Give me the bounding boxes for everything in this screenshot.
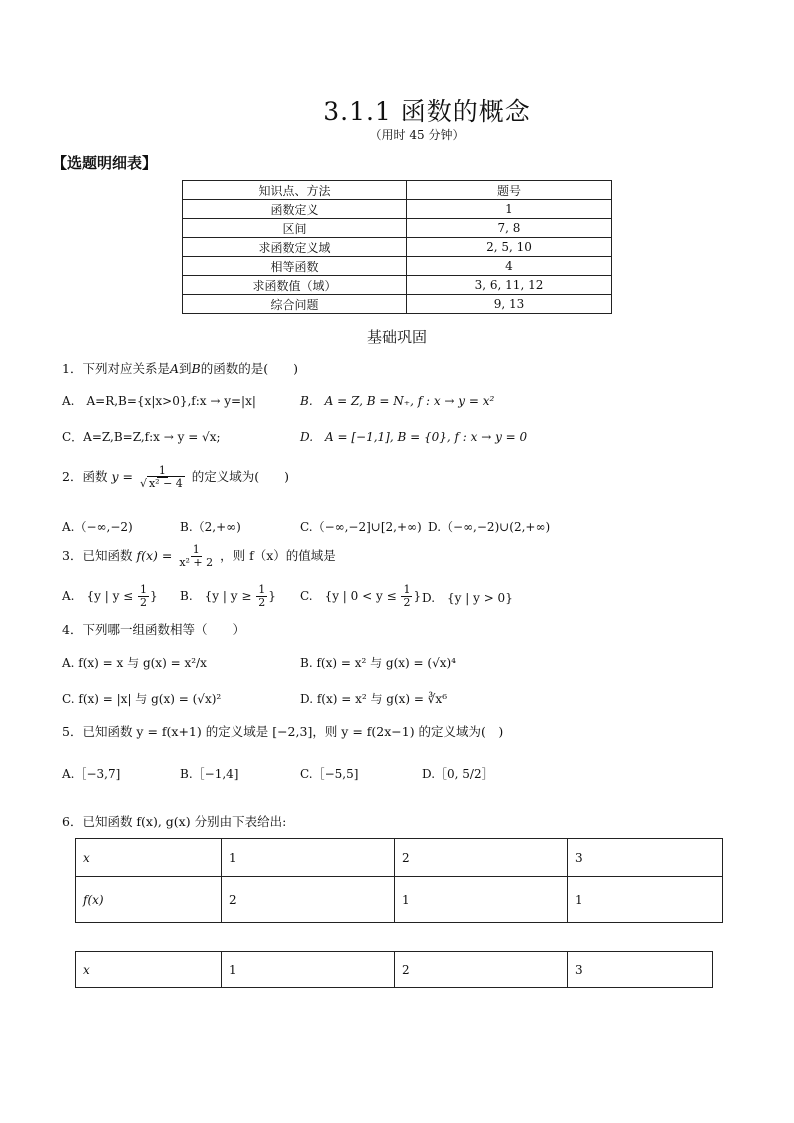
table-cell: 3, 6, 11, 12: [407, 276, 612, 295]
function-table-f: [75, 838, 723, 923]
q2-fraction: [138, 465, 187, 490]
table-cell: 3: [568, 952, 713, 988]
table-row: [76, 839, 723, 877]
fraction-denominator: x² + 2: [179, 556, 214, 569]
question-4-stem: 4．下列哪一组函数相等（ ）: [62, 622, 245, 637]
q3-text: 3．已知函数: [62, 548, 133, 563]
function-table-g: [75, 951, 713, 988]
option-text: }: [413, 589, 422, 603]
page-title: 3.1.1 函数的概念: [323, 97, 531, 126]
q1-option-d: D. A = [−1,1], B = {0}, f : x → y = 0: [300, 430, 528, 444]
table-cell: 9, 13: [407, 295, 612, 314]
table-row: [183, 238, 612, 257]
fraction-numerator: 1: [140, 583, 148, 596]
q2-lhs: y =: [111, 469, 133, 484]
question-3-stem: [62, 544, 336, 569]
q3-option-c: [300, 584, 421, 609]
section-heading-details: 【选题明细表】: [52, 154, 158, 172]
q3-option-d: D. {y | y > 0}: [422, 591, 513, 605]
fraction-numerator: 1: [403, 583, 411, 596]
fraction: [138, 584, 149, 609]
table-cell: 1: [568, 877, 723, 923]
table-cell: 2: [395, 952, 568, 988]
option-text: }: [150, 589, 158, 603]
detail-table: [182, 180, 612, 314]
table-cell: f(x): [76, 877, 222, 923]
time-note: （用时 45 分钟）: [369, 128, 465, 142]
table-row: [183, 295, 612, 314]
section-heading-basic: 基础巩固: [366, 328, 427, 346]
question-5-stem: 5．已知函数 y = f(x+1) 的定义域是 [−2,3]，则 y = f(2x−1) 的定义域为( ): [62, 724, 504, 739]
q1-option-a: A. A=R,B={x|x>0},f:x → y=|x|: [62, 394, 256, 408]
q3-lhs: f(x) =: [136, 548, 173, 563]
q1-set-a: A: [169, 361, 179, 376]
q2-option-c: C.（−∞,−2]∪[2,+∞): [300, 520, 422, 534]
q4-option-b: B. f(x) = x² 与 g(x) = (√x)⁴: [300, 656, 456, 670]
q1-text: 到: [179, 361, 192, 376]
q4-option-d: D. f(x) = x² 与 g(x) = ∛x⁶: [300, 692, 448, 706]
option-text: B. {y | y ≥: [180, 589, 252, 603]
table-row: [183, 276, 612, 295]
q1-text: 1．下列对应关系是: [62, 361, 170, 376]
radicand: x² − 4: [148, 477, 183, 490]
table-cell: 区间: [183, 219, 407, 238]
q4-option-c: C. f(x) = |x| 与 g(x) = (√x)²: [62, 692, 222, 706]
table-cell: 函数定义: [183, 200, 407, 219]
q5-option-a: A.［−3,7]: [62, 767, 121, 781]
q3-option-a: [62, 584, 158, 609]
fraction-denominator: 2: [258, 596, 266, 609]
q3-option-b: [180, 584, 276, 609]
table-row: [183, 257, 612, 276]
table-row: [183, 181, 612, 200]
question-1-stem: [62, 359, 298, 377]
q1-text: 的函数的是( ): [200, 361, 298, 376]
option-text: A. {y | y ≤: [62, 589, 134, 603]
table-row: [183, 200, 612, 219]
table-row: [76, 877, 723, 923]
q5-option-d: D.［0, 5/2］: [422, 767, 494, 781]
q5-option-c: C.［−5,5]: [300, 767, 359, 781]
question-6-stem: 6．已知函数 f(x), g(x) 分别由下表给出:: [62, 814, 287, 829]
table-cell: 2, 5, 10: [407, 238, 612, 257]
table-cell: 7, 8: [407, 219, 612, 238]
table-header-cell: 题号: [407, 181, 612, 200]
fraction-numerator: 1: [192, 543, 200, 556]
q1-option-c: C．A=Z,B=Z,f:x → y = √x;: [62, 430, 221, 444]
fraction-numerator: 1: [258, 583, 266, 596]
table-cell: 1: [395, 877, 568, 923]
q5-option-b: B.［−1,4]: [180, 767, 239, 781]
table-row: [76, 952, 713, 988]
q3-text: ，则 f（x）的值域是: [220, 548, 336, 563]
q2-option-d: D.（−∞,−2)∪(2,+∞): [428, 520, 551, 534]
q4-option-a: A. f(x) = x 与 g(x) = x²/x: [62, 656, 207, 670]
q2-text: 2．函数: [62, 469, 108, 484]
table-cell: 求函数定义域: [183, 238, 407, 257]
q2-text: 的定义域为( ): [191, 469, 290, 484]
q3-fraction: [177, 544, 215, 569]
table-cell: 相等函数: [183, 257, 407, 276]
option-text: }: [268, 589, 276, 603]
table-cell: 求函数值（域）: [183, 276, 407, 295]
fraction-denominator: 2: [403, 596, 411, 609]
table-cell: x: [76, 952, 222, 988]
table-cell: 1: [222, 839, 395, 877]
table-cell: 1: [222, 952, 395, 988]
q2-option-a: A.（−∞,−2): [62, 520, 133, 534]
table-header-cell: 知识点、方法: [183, 181, 407, 200]
option-text: C. {y | 0 < y ≤: [300, 589, 397, 603]
fraction: [256, 584, 267, 609]
table-cell: 2: [395, 839, 568, 877]
fraction-denominator: √ x² − 4: [139, 477, 183, 490]
table-cell: x: [76, 839, 222, 877]
table-cell: 1: [407, 200, 612, 219]
q2-option-b: B.（2,+∞): [180, 520, 241, 534]
table-cell: 综合问题: [183, 295, 407, 314]
table-row: [183, 219, 612, 238]
fraction-numerator: 1: [158, 464, 166, 477]
table-cell: 3: [568, 839, 723, 877]
q1-option-b: B. A = Z, B = N₊, f : x → y = x²: [300, 394, 495, 408]
q1-set-b: B: [191, 361, 201, 376]
table-cell: 2: [222, 877, 395, 923]
question-2-stem: [62, 465, 289, 490]
table-cell: 4: [407, 257, 612, 276]
fraction-denominator: 2: [140, 596, 148, 609]
fraction: [401, 584, 412, 609]
